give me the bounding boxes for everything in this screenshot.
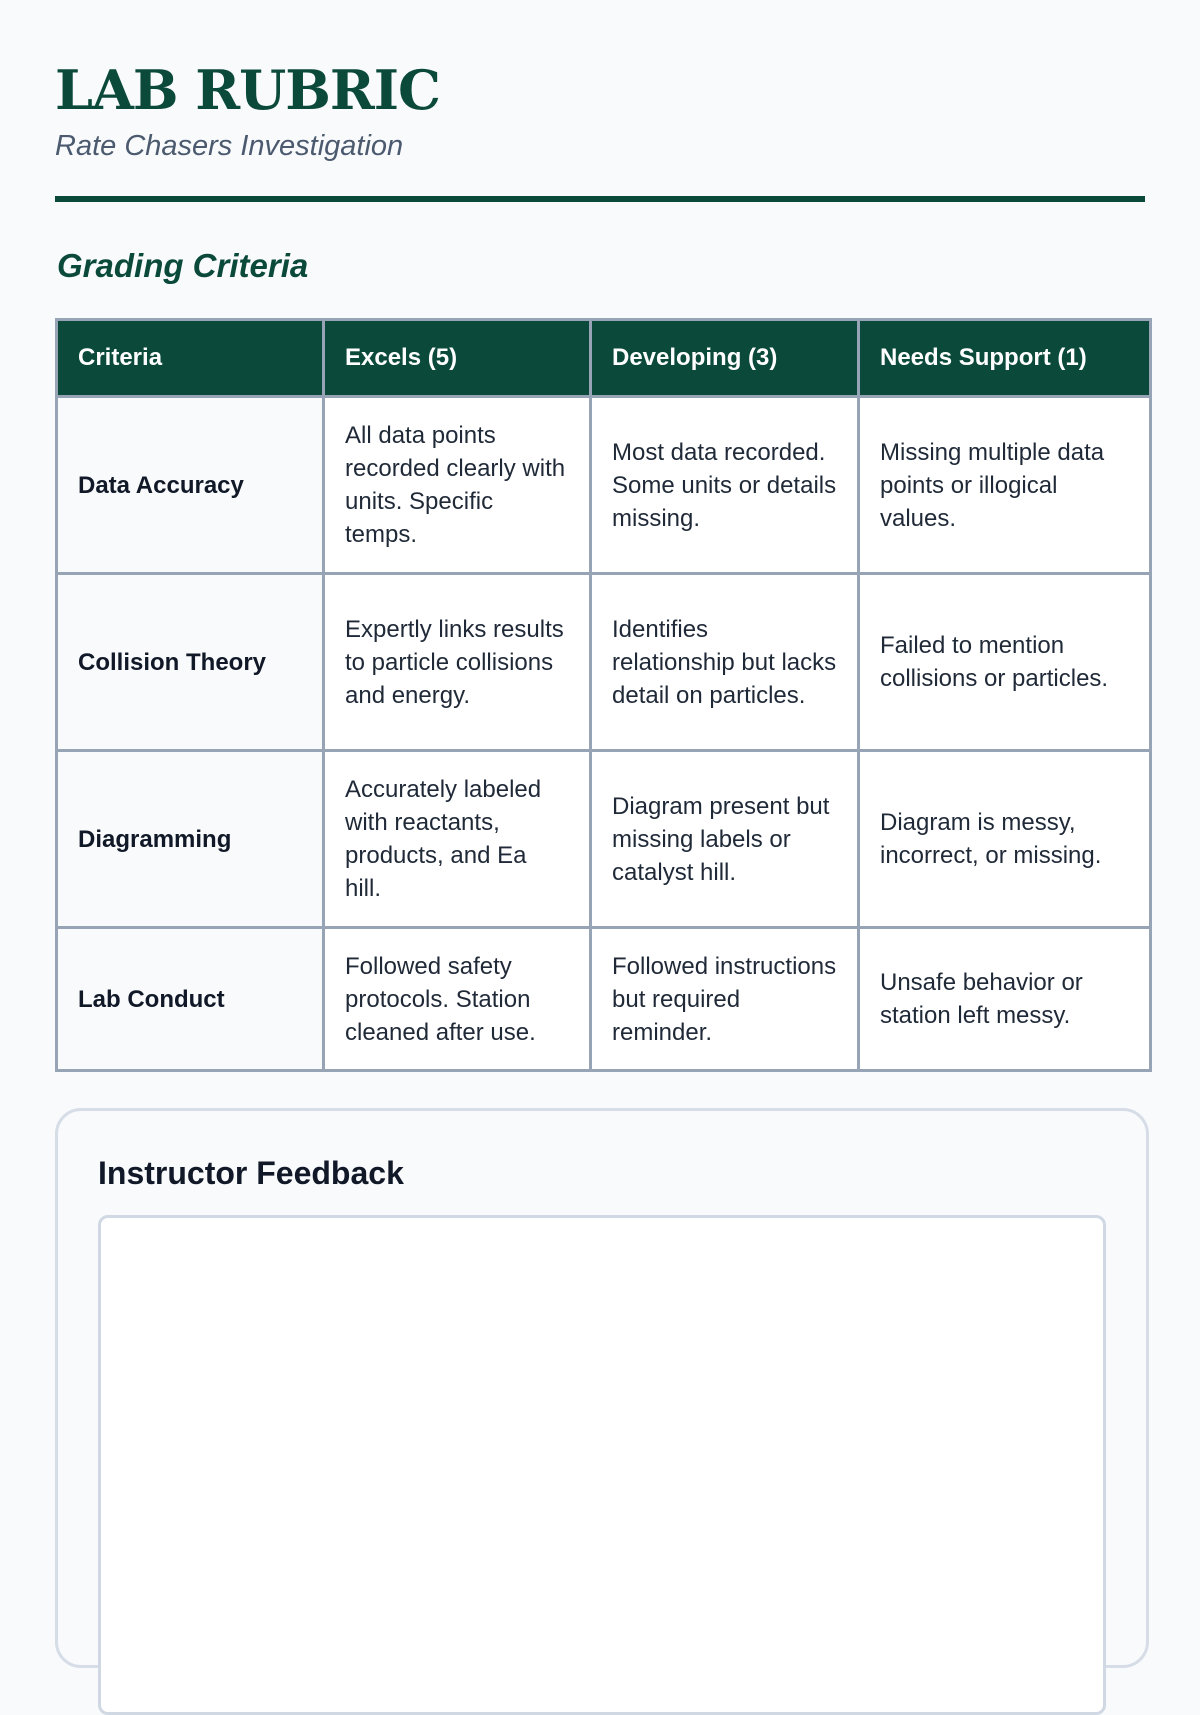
excels-cell: Expertly links results to particle collisions and energy.: [324, 574, 591, 751]
criteria-cell: Collision Theory: [57, 574, 324, 751]
excels-cell: All data points recorded clearly with units. Specific temps.: [324, 397, 591, 574]
needs-support-cell: Unsafe behavior or station left messy.: [859, 928, 1151, 1071]
table-row: [57, 751, 1151, 928]
table-row: [57, 397, 1151, 574]
section-title-grading-criteria: Grading Criteria: [57, 247, 309, 284]
instructor-feedback-input[interactable]: [98, 1215, 1106, 1715]
excels-cell: Followed safety protocols. Station cleaned after use.: [324, 928, 591, 1071]
table-row: [57, 928, 1151, 1071]
developing-cell: Most data recorded. Some units or details missing.: [591, 397, 859, 574]
column-header-excels: Excels (5): [324, 320, 591, 397]
developing-cell: Diagram present but missing labels or catalyst hill.: [591, 751, 859, 928]
page-subtitle: Rate Chasers Investigation: [55, 130, 404, 162]
criteria-cell: Data Accuracy: [57, 397, 324, 574]
table-row: [57, 574, 1151, 751]
excels-cell: Accurately labeled with reactants, products, and Ea hill.: [324, 751, 591, 928]
rubric-table: [55, 318, 1152, 1072]
document-header: [55, 0, 1145, 202]
developing-cell: Followed instructions but required reminder.: [591, 928, 859, 1071]
column-header-developing: Developing (3): [591, 320, 859, 397]
criteria-cell: Diagramming: [57, 751, 324, 928]
criteria-cell: Lab Conduct: [57, 928, 324, 1071]
column-header-criteria: Criteria: [57, 320, 324, 397]
instructor-feedback-title: Instructor Feedback: [98, 1155, 404, 1191]
instructor-feedback-panel: [55, 1108, 1149, 1668]
header-divider: [55, 196, 1145, 202]
needs-support-cell: Failed to mention collisions or particles.: [859, 574, 1151, 751]
rubric-header-row: [57, 320, 1151, 397]
needs-support-cell: Diagram is messy, incorrect, or missing.: [859, 751, 1151, 928]
page-title: LAB RUBRIC: [55, 58, 441, 122]
developing-cell: Identifies relationship but lacks detail on particles.: [591, 574, 859, 751]
needs-support-cell: Missing multiple data points or illogical values.: [859, 397, 1151, 574]
column-header-needs-support: Needs Support (1): [859, 320, 1151, 397]
